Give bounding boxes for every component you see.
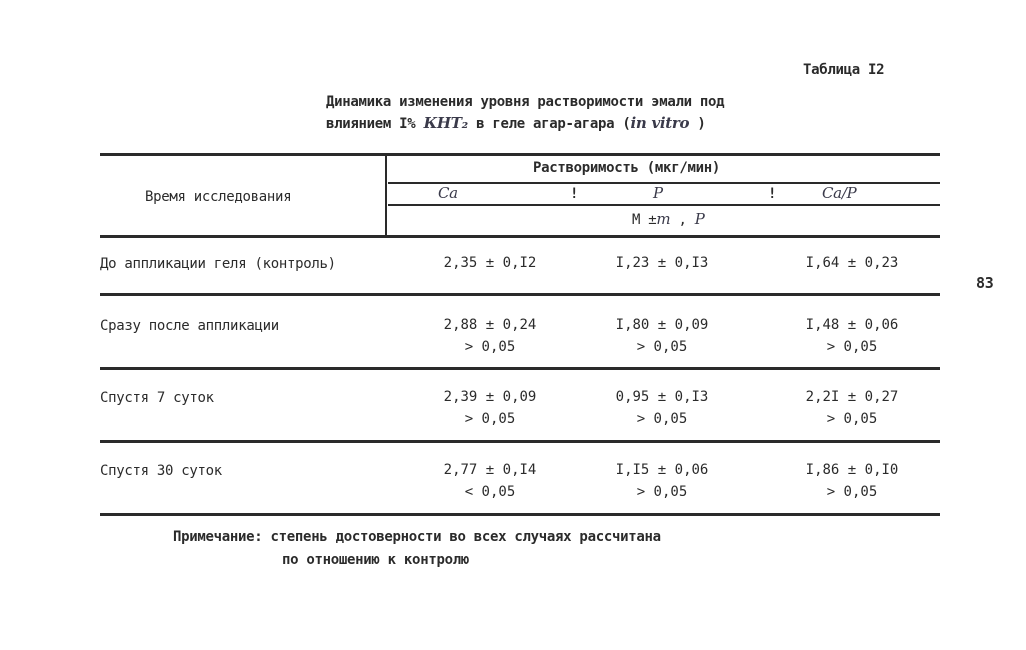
table-caption-line-2 xyxy=(326,114,705,132)
cell-ca-p: I,86 ± 0,I0 > 0,05 xyxy=(777,459,927,503)
header-stat-label xyxy=(632,210,705,228)
p-value: > 0,05 xyxy=(826,339,878,355)
header-col-ca-p: Ca/P xyxy=(822,184,857,202)
page-number: 83 xyxy=(976,274,994,292)
header-bottom-rule xyxy=(100,235,940,238)
header-col-separator-2: ! xyxy=(768,186,777,202)
caption-in-vitro: in vitro xyxy=(630,114,690,132)
cell-ca-p: 2,2I ± 0,27 > 0,05 xyxy=(777,386,927,430)
p-value: > 0,05 xyxy=(464,339,516,355)
header-row-label: Время исследования xyxy=(145,189,292,205)
header-vertical-rule xyxy=(385,156,387,236)
p-value: < 0,05 xyxy=(464,484,516,500)
header-group-label: Растворимость (мкг/мин) xyxy=(533,160,720,176)
row-label: Сразу после аппликации xyxy=(100,318,279,334)
row-label: До аппликации геля (контроль) xyxy=(100,256,336,272)
cell-p: 0,95 ± 0,I3 > 0,05 xyxy=(587,386,737,430)
row-label: Спустя 30 суток xyxy=(100,463,222,479)
row-label: Спустя 7 суток xyxy=(100,390,214,406)
caption-suffix: ) xyxy=(697,116,706,132)
caption-formula: КНТ₂ xyxy=(423,114,468,132)
footnote-line-2: по отношению к контролю xyxy=(282,552,469,568)
header-col-separator-1: ! xyxy=(570,186,579,202)
cell-ca: 2,88 ± 0,24 > 0,05 xyxy=(415,314,565,358)
table-top-rule xyxy=(100,153,940,156)
table-number: Таблица I2 xyxy=(803,62,885,78)
row-rule xyxy=(100,293,940,296)
cell-ca: 2,39 ± 0,09 > 0,05 xyxy=(415,386,565,430)
cell-ca-p: I,64 ± 0,23 xyxy=(805,255,899,271)
stat-pm-label: ± xyxy=(648,212,657,228)
stat-m-label: M xyxy=(632,212,641,228)
caption-middle: в геле агар-агара ( xyxy=(476,116,631,132)
p-value: > 0,05 xyxy=(826,411,878,427)
p-value: > 0,05 xyxy=(636,339,688,355)
caption-prefix: влиянием I% xyxy=(326,116,416,132)
header-rule-1 xyxy=(388,182,940,184)
table-caption-line-1: Динамика изменения уровня растворимости эмали под xyxy=(326,94,725,110)
cell-p: I,23 ± 0,I3 xyxy=(615,255,709,271)
footnote-line-1: Примечание: степень достоверности во всех случаях рассчитана xyxy=(173,529,661,545)
row-rule xyxy=(100,440,940,443)
cell-p: I,I5 ± 0,06 > 0,05 xyxy=(587,459,737,503)
p-value: > 0,05 xyxy=(636,484,688,500)
table-bottom-rule xyxy=(100,513,940,516)
p-value: > 0,05 xyxy=(636,411,688,427)
stat-p-label: P xyxy=(694,210,705,228)
header-col-p: P xyxy=(653,184,663,202)
header-rule-2 xyxy=(388,204,940,206)
row-rule xyxy=(100,367,940,370)
cell-p: I,80 ± 0,09 > 0,05 xyxy=(587,314,737,358)
header-col-ca: Ca xyxy=(438,184,458,202)
cell-ca: 2,35 ± 0,I2 xyxy=(443,255,537,271)
p-value: > 0,05 xyxy=(464,411,516,427)
p-value: > 0,05 xyxy=(826,484,878,500)
cell-ca-p: I,48 ± 0,06 > 0,05 xyxy=(777,314,927,358)
stat-comma: , xyxy=(678,212,687,228)
stat-m-lower: m xyxy=(656,210,671,228)
cell-ca: 2,77 ± 0,I4 < 0,05 xyxy=(415,459,565,503)
